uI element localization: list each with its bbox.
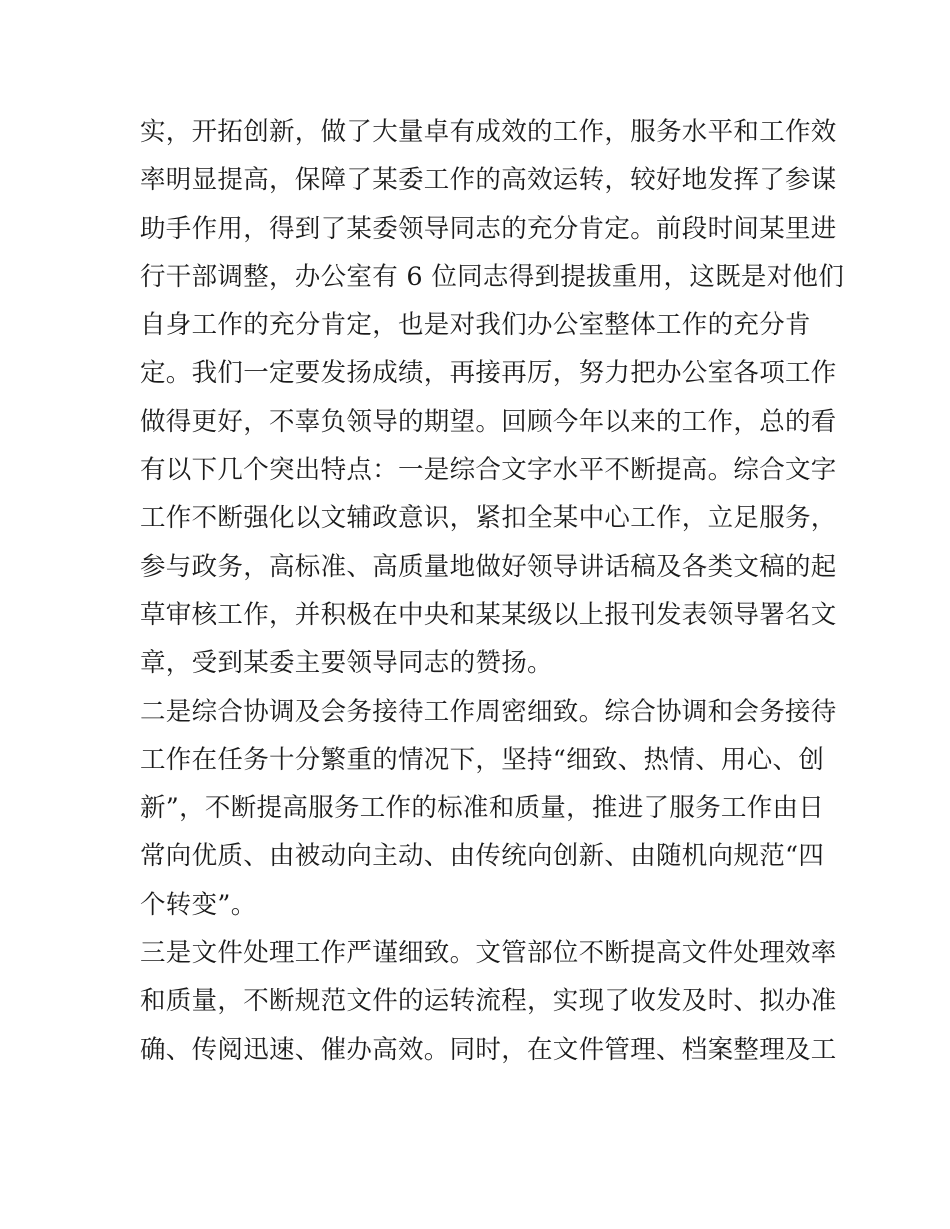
text-line: 常向优质、由被动向主动、由传统向创新、由随机向规范“四: [140, 841, 825, 872]
text-line: 实，开拓创新，做了大量卓有成效的工作，服务水平和工作效: [140, 117, 837, 147]
text-line: 二是综合协调及会务接待工作周密细致。综合协调和会务接待: [140, 696, 837, 727]
text-line: 参与政务，高标准、高质量地做好领导讲话稿及各类文稿的起: [140, 551, 837, 582]
text-line: 和质量，不断规范文件的运转流程，实现了收发及时、拟办准: [140, 986, 837, 1017]
text-line: 定。我们一定要发扬成绩，再接再厉，努力把办公室各项工作: [140, 358, 837, 389]
body-text: [140, 108, 845, 1074]
text-line: 有以下几个突出特点：一是综合文字水平不断提高。综合文字: [140, 455, 837, 486]
text-line: 个转变”。: [140, 889, 257, 920]
text-line: 三是文件处理工作严谨细致。文管部位不断提高文件处理效率: [140, 938, 837, 969]
paragraph-2: [140, 688, 837, 929]
text-line: 确、传阅迅速、催办高效。同时，在文件管理、档案整理及工: [140, 1034, 837, 1065]
text-line: 做得更好，不辜负领导的期望。回顾今年以来的工作，总的看: [140, 406, 837, 437]
paragraph-1: [140, 108, 845, 688]
text-line: 助手作用，得到了某委领导同志的充分肯定。前段时间某里进: [140, 213, 837, 244]
text-line: 行干部调整，办公室有 6 位同志得到提拔重用，这既是对他们: [140, 261, 845, 292]
text-line: 章，受到某委主要领导同志的赞扬。: [140, 648, 553, 679]
text-line: 工作不断强化以文辅政意识，紧扣全某中心工作，立足服务，: [140, 503, 837, 534]
paragraph-3: [140, 929, 837, 1074]
text-line: 自身工作的充分肯定，也是对我们办公室整体工作的充分肯: [140, 310, 811, 341]
text-line: 新”，不断提高服务工作的标准和质量，推进了服务工作由日: [140, 793, 825, 824]
text-line: 草审核工作，并积极在中央和某某级以上报刊发表领导署名文: [140, 599, 837, 630]
text-line: 率明显提高，保障了某委工作的高效运转，较好地发挥了参谋: [140, 165, 837, 196]
text-line: 工作在任务十分繁重的情况下，坚持“细致、热情、用心、创: [140, 744, 825, 775]
